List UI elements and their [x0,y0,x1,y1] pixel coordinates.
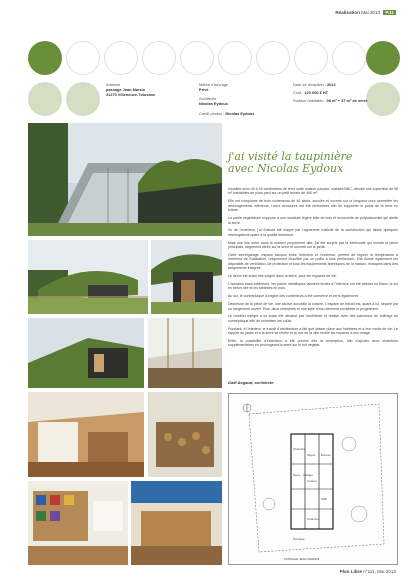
article-paragraph: Installée sous 40 à 45 centimètres de terre cette maison passive, classée BBC, dévoile une superficie de 98 m² habitables de plain-pied sur un petit terrain de 490 m². [228,187,398,196]
plan-caption: PASSAGE JEAN MARSIN [284,557,320,561]
article-paragraph: Le mobilier intégré a lui aussi été dessiné par l'architecte et réalisé avec des panneaux de coffrage en contreplaqué afin de minimiser les coûts. [228,314,398,323]
decor-circle [218,41,252,75]
section-label: Réalisation [335,10,360,15]
plan-label: Chambre [293,447,306,451]
magazine-issue: n°111, Mai 2013 [363,569,396,574]
article-paragraph: Désireuse de la pièce de vie, une alcôve accueille la cuisine. L'espace de travail est, quant à lui, séparé par un rangement ouvert. Plus, deux chambres et une salle d'eau viennent compléter le programme. [228,302,398,311]
article-paragraph: L'isolation étant extérieure, les parois métalliques laissées brutes à l'intérieur ont été peintes en blanc, le sol en béton ciré et les tablettes en bois. [228,281,398,291]
photo-kitchen [131,481,222,565]
photo-greenhouse-interior [148,318,222,388]
article-paragraph: Pourtant, à l'intérieur, le travail d'architecture a fait que laisser place aux habitants et à leur mode de vie. Le rapport au jardin et à la serre se révèle et la vue de la ville révèle les espaces à leur image. [228,326,398,336]
photo-living-room [28,392,144,477]
article-title: j'ai visité la taupinière avec Nicolas Eydoux [228,150,353,175]
decor-circle [366,41,400,75]
magazine-name: Plan Libre [339,569,362,574]
issue-date: Mai 2013 [361,10,381,15]
decor-circle [28,82,62,116]
plan-label: SdB [321,497,327,501]
decor-circle [28,41,62,75]
meta-facts: Date de réception : 2012 Coût : 120 000 € HT Surface habitable : 98 m² + 37 m² de serre [293,82,368,103]
page-footer [340,569,396,574]
article-paragraph: Enfin, la possibilité d'extension a été prévue dès la conception, afin d'ajouter deux chambres supplémentaires en prolongeant la serre sur le toit végétal. [228,339,398,348]
article-paragraph: Le décor est aussi très soigné dans la serre, pour les espaces de vie. [228,274,337,279]
decor-circle [256,41,290,75]
photo-exterior-greenhouse [28,123,222,236]
photo-office [28,481,128,565]
decor-circle [104,41,138,75]
article-body [228,187,398,351]
floor-plan [228,393,398,565]
plan-label: Terrasse [293,537,305,541]
meta-photos: Crédit photos : Nicolas Eydoux [199,111,255,116]
decor-circle [142,41,176,75]
article-paragraph: Mais une fois entré dans la maison proprement dite, j'ai été surpris par la luminosité qui inonde la pièce principale, largement vitrée sur la serre et ouverte sur le jardin. [228,240,398,250]
decor-circle [366,82,400,116]
decor-circle [66,82,100,116]
plan-label: Bureau [321,453,331,457]
photo-green-roof [28,318,144,388]
photo-house-garden [28,240,148,314]
plan-label: Cuisine [307,479,318,483]
plan-label: Chambre [307,517,320,521]
page-number: P.11 [385,10,394,15]
photo-firewood [148,392,222,477]
decor-circle [66,41,100,75]
meta-address: Adresse passage Jean Marsin 31270 Villeneuve-Tolosane [106,82,156,97]
article-signature: Gaël Aegaud, architecte [228,380,274,385]
decor-circle [294,41,328,75]
plan-label: Serre - Garage [293,473,314,477]
article-paragraph: La partie végétalisée s'oppose à une ossature légère faite de bois et recouverte de polycarbonate qui abrite la serre. [228,216,398,225]
article-paragraph: Vu de l'extérieur, j'ai d'abord été frappé par l'apparente rusticité de la construction qui laisse quelques interrogations quant à la qualité intérieure. [228,228,398,237]
page-header [335,10,396,15]
article-paragraph: Cette serre/garage, espace tampon entre l'intérieur et l'extérieur, permet de réguler la température à l'intérieur de l'habitation, uniquement chauffée par un poêle à bois performant. Elle donne également les dispositifs de ventilation, de protection et tous les équipements techniques de la maison, masqués dans des rangements intégrés. [228,252,398,271]
article-paragraph: Elle est composée de trois conteneurs de 40 pieds, accolés et ouverts sur la longueur pour permettre les aménagements intérieurs. Leurs structures ont été renforcées afin de supporter le poids de la terre en toiture. [228,199,398,213]
decor-circle [332,41,366,75]
photo-facade [151,240,222,314]
plan-label: Séjour [307,453,316,457]
article-paragraph: Au sol, le contreplaqué d'origine des conteneurs a été conservé et verni également. [228,294,360,299]
decor-circle [180,41,214,75]
meta-client: Maître d'ouvrage Privé Architecte Nicolas Eydoux [199,82,229,106]
